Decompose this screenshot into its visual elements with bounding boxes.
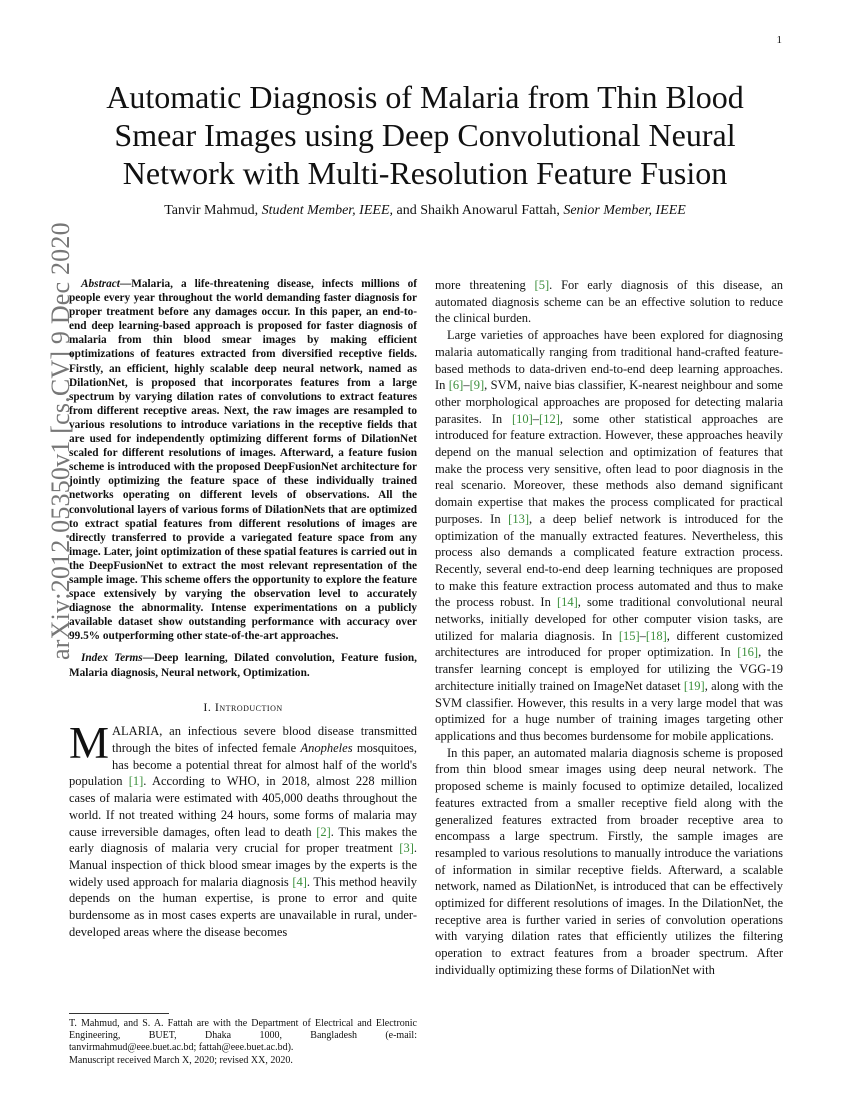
paper-title: Automatic Diagnosis of Malaria from Thin Blood Smear Images using Deep Convolutional Neural Network with Multi-Resolution Feature Fusion: [106, 79, 744, 191]
text-span: , along with the SVM classifier. However, this results in a very large model that was optimized for a huge number of training images targeting other applications and thus becomes burdensome for mobile applications.: [435, 678, 783, 743]
index-terms-lead: Index Terms: [81, 652, 143, 665]
author-name: Tanvir Mahmud,: [164, 203, 262, 218]
citation-link[interactable]: [5]: [534, 278, 550, 292]
citation-link[interactable]: [16]: [737, 645, 759, 660]
text-span: . This makes the early diagnosis of malaria very crucial for proper treatment: [69, 824, 418, 856]
citation-link[interactable]: [10]: [511, 411, 533, 426]
text-span: –: [463, 378, 470, 393]
citation-link[interactable]: [1]: [128, 774, 144, 789]
citation-link[interactable]: [4]: [292, 874, 307, 889]
page-number: 1: [776, 34, 782, 46]
footnote-affiliation: T. Mahmud, and S. A. Fattah are with the Department of Electrical and Electronic Engineering, BUET, Dhaka 1000, Bangladesh (e-mail: tanvirmahmud@eee.buet.ac.bd; fattah@eee.buet.ac.bd).: [69, 1018, 417, 1054]
abstract-text: —Malaria, a life-threatening disease, infects millions of people every year throughout the world demanding faster diagnosis for proper treatment before any damages occur. In this paper, an end-to-end deep learning-based approach is proposed for faster diagnosis of malaria from thin blood smear images by making efficient optimizations of features extracted from diversified receptive fields. Firstly, an efficient, highly scalable deep neural network, named as DilationNet, is proposed that incorporates features from a large spectrum by varying dilation rates of convolutions to extract features from different receptive areas. Next, the raw images are resampled to various resolutions to introduce variations in the receptive fields that are used for independently optimizing different forms of DilationNet scaled for different resolutions of images. Afterward, a feature fusion scheme is introduced with the proposed DeepFusionNet architecture for jointly optimizing the feature space of these individually trained networks operating on different levels of observations. All the convolutional layers of various forms of DilationNets that are optimized to extract spatial features from different resolutions of images are directly transferred to provide a variegated feature space from any image. Later, joint optimization of these spatial features is carried out in the DeepFusionNet to extract the most relevant representation of the sample image. This scheme offers the opportunity to explore the feature space extensively by varying the observation level to accurately diagnose the abnormality. Intense experimentations on a publicly available dataset show outstanding performance with accuracy over 99.5% outperforming other state-of-the-art approaches.: [69, 278, 417, 643]
text-span: . For early diagnosis of this disease, an automated diagnosis scheme can be an effective solution to reduce the clinical burden.: [435, 278, 783, 326]
citation-link[interactable]: [19]: [683, 678, 705, 693]
body-paragraph: [435, 327, 783, 745]
citation-link[interactable]: [6]: [448, 378, 464, 393]
body-paragraph: [435, 277, 783, 327]
author-name: and Shaikh Anowarul Fattah,: [393, 203, 564, 218]
text-span: Large varieties of approaches have been explored for diagnosing malaria automatically ranging from traditional hand-crafted feature-based methods to data-driven end-to-end deep learning approaches. In: [435, 328, 783, 393]
text-span: , SVM, naive bias classifier, K-nearest neighbour and some other morphological approaches are proposed for detecting malaria parasites. In: [435, 378, 783, 426]
citation-link[interactable]: [2]: [316, 824, 331, 839]
text-span: ALARIA, an infectious severe blood disease transmitted through the bites of infected female: [112, 724, 417, 756]
text-span: , the transfer learning concept is employed for utilizing the VGG-19 architecture initially trained on ImageNet dataset: [435, 645, 783, 693]
footnote-manuscript: Manuscript received March X, 2020; revised XX, 2020.: [69, 1054, 293, 1066]
citation-link[interactable]: [3]: [399, 841, 414, 856]
section-heading-introduction: I. Introduction: [203, 699, 283, 714]
text-span: . Manual inspection of thick blood smear images by the experts is the widely used approach for malaria diagnosis: [69, 841, 417, 889]
text-span: , different customized architectures are introduced for proper optimization. In: [435, 628, 783, 660]
citation-link[interactable]: [12]: [539, 411, 560, 426]
text-span: . This method heavily depends on the human expertise, is prone to error and quite burdensome as in most cases experts are unavailable in rural, under-developed areas where the disease becomes: [69, 874, 417, 939]
abstract-lead: Abstract: [81, 278, 120, 290]
text-span: mosquitoes, has become a potential threat for almost half of the world's population: [69, 741, 417, 789]
citation-link[interactable]: [18]: [645, 628, 667, 643]
citation-link[interactable]: [9]: [469, 378, 485, 393]
index-terms-text: —Deep learning, Dilated convolution, Feature fusion, Malaria diagnosis, Neural network, Optimization.: [69, 652, 418, 679]
text-span: . According to WHO, in 2018, almost 228 million cases of malaria were estimated with 405,000 deaths throughout the world. If not treated withing 24 hours, some forms of malaria may cause irreversible damages, often lead to death: [69, 774, 417, 839]
abstract: [69, 277, 417, 643]
text-span: –: [532, 411, 540, 426]
author-line: [75, 203, 775, 219]
text-span: , some traditional convolutional neural networks, initially developed for other computer vision tasks, are utilized for malaria diagnosis. In: [435, 595, 784, 643]
species-name: Anopheles: [300, 741, 353, 756]
author-role: Senior Member, IEEE: [563, 203, 686, 218]
text-span: , a deep belief network is introduced for the optimization of the manually extracted features. Nevertheless, this process also demands a complicated feature extraction process. Recently, several end-to-end deep learning techniques are proposed to make this feature extraction process automated and thus to make the process robust. In: [435, 511, 783, 610]
body-paragraph: In this paper, an automated malaria diagnosis scheme is proposed from thin blood smear images using deep neural network. The proposed scheme is mainly focused to optimize detailed, localized features extracted from a smaller receptive field along with the generalized features extracted from broader receptive area to encompass a large spectrum. Firstly, the sample images are resampled to various resolutions to manually introduce the variations of information in similar receptive fields. Afterward, a scalable network, named as DilationNet, is introduced that can be effectively optimized for different resolutions of images. In the DilationNet, the receptive area is further varied in series of convolution operations with varying dilation rates that efficiently utilizes the filtering operation to extract features from a broader spectrum. After individually optimizing these forms of DilationNet with: [435, 745, 783, 977]
text-span: more threatening: [435, 278, 535, 292]
citation-link[interactable]: [13]: [508, 511, 529, 526]
text-span: , some other statistical approaches are introduced for feature extraction. However, these approaches heavily depend on the manual selection and optimization of features that make the process very sensitive, often lead to poor diagnosis in the real scenario. Moreover, these methods also demand significant domain expertise that makes the process complicated for practical purposes. In: [435, 411, 783, 526]
citation-link[interactable]: [15]: [618, 628, 640, 643]
footnote: [69, 1018, 417, 1067]
author-role: Student Member, IEEE,: [261, 203, 394, 218]
index-terms: [69, 651, 417, 679]
text-span: –: [639, 628, 646, 643]
arxiv-identifier: arXiv:2012.05350v1 [cs.CV] 9 Dec 2020: [46, 222, 75, 660]
right-column: [435, 277, 783, 979]
citation-link[interactable]: [14]: [556, 595, 578, 610]
footnote-rule: [69, 1013, 169, 1014]
drop-cap: M: [69, 718, 110, 769]
left-column: [69, 277, 417, 940]
intro-paragraph: [69, 718, 418, 940]
